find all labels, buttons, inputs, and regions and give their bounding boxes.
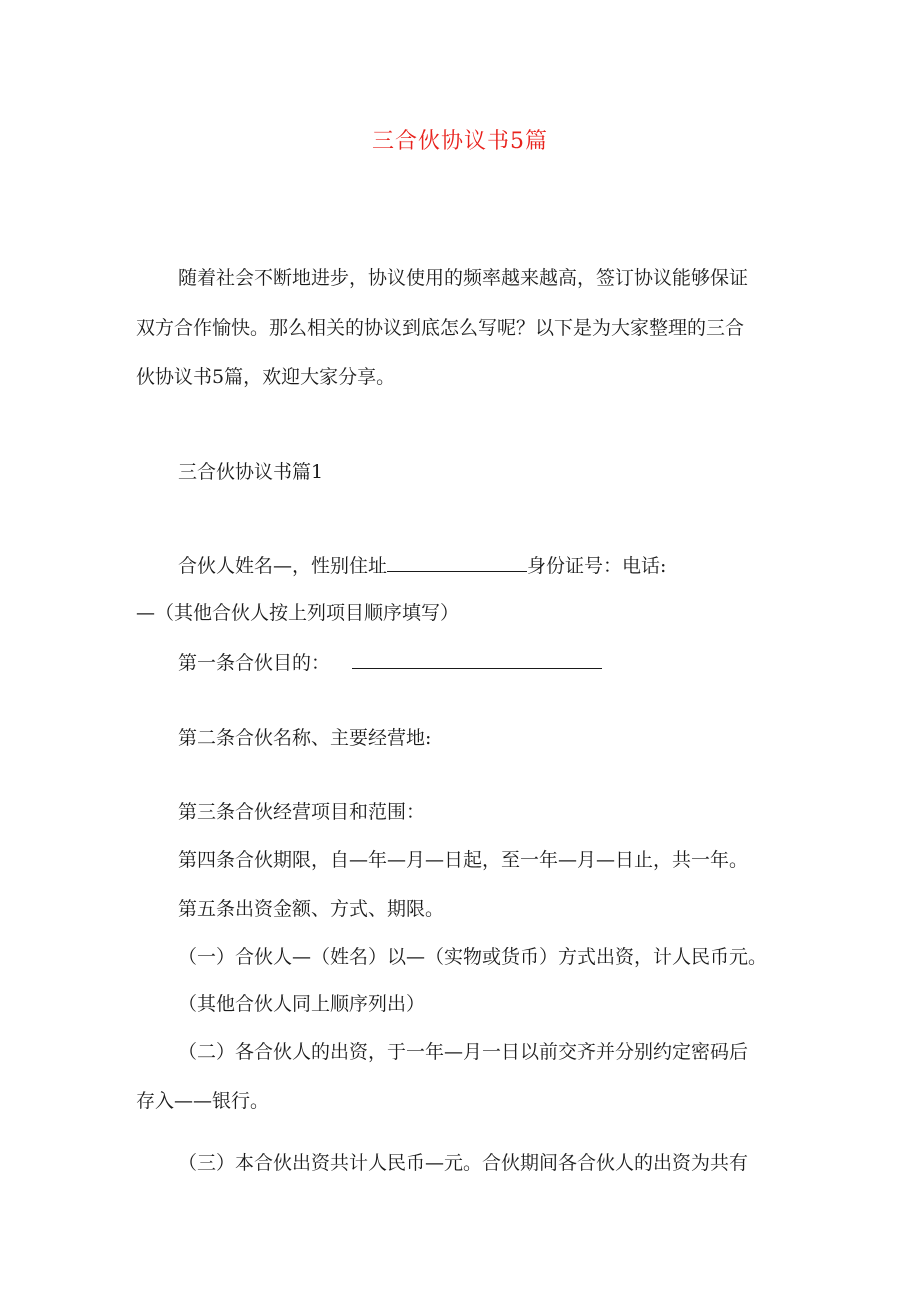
clause-2-line-1: （二）各合伙人的出资，于一年—月一日以前交齐并分别约定密码后 xyxy=(178,1041,749,1063)
document-title: 三合伙协议书5篇 xyxy=(372,129,548,154)
intro-line-3: 伙协议书5篇，欢迎大家分享。 xyxy=(136,366,396,388)
article-2: 第二条合伙名称、主要经营地: xyxy=(178,727,432,749)
partner-info-note: —（其他合伙人按上列项目顺序填写） xyxy=(136,602,460,624)
purpose-blank xyxy=(352,650,602,669)
intro-line-2: 双方合作愉快。那么相关的协议到底怎么写呢？以下是为大家整理的三合 xyxy=(136,317,745,339)
partner-info-suffix: 身份证号：电话: xyxy=(527,555,667,577)
clause-1-note: （其他合伙人同上顺序列出） xyxy=(178,993,426,1015)
clause-3-line-1: （三）本合伙出资共计人民币—元。合伙期间各合伙人的出资为共有 xyxy=(178,1152,749,1174)
address-blank xyxy=(387,553,527,572)
partner-info-prefix: 合伙人姓名—，性别住址 xyxy=(178,555,388,577)
article-3: 第三条合伙经营项目和范围： xyxy=(178,801,426,823)
clause-1: （一）合伙人—（姓名）以—（实物或货币）方式出资，计人民币元。 xyxy=(178,946,768,968)
section-heading: 三合伙协议书篇1 xyxy=(178,461,324,483)
article-1-line xyxy=(178,650,602,675)
article-5: 第五条出资金额、方式、期限。 xyxy=(178,898,445,920)
intro-line-1: 随着社会不断地进步，协议使用的频率越来越高，签订协议能够保证 xyxy=(178,267,749,289)
article-1: 第一条合伙目的： xyxy=(178,652,331,674)
article-4: 第四条合伙期限，自—年—月—日起，至一年—月—日止，共一年。 xyxy=(178,849,749,871)
clause-2-line-2: 存入——银行。 xyxy=(136,1090,270,1112)
partner-info-line xyxy=(178,553,666,578)
